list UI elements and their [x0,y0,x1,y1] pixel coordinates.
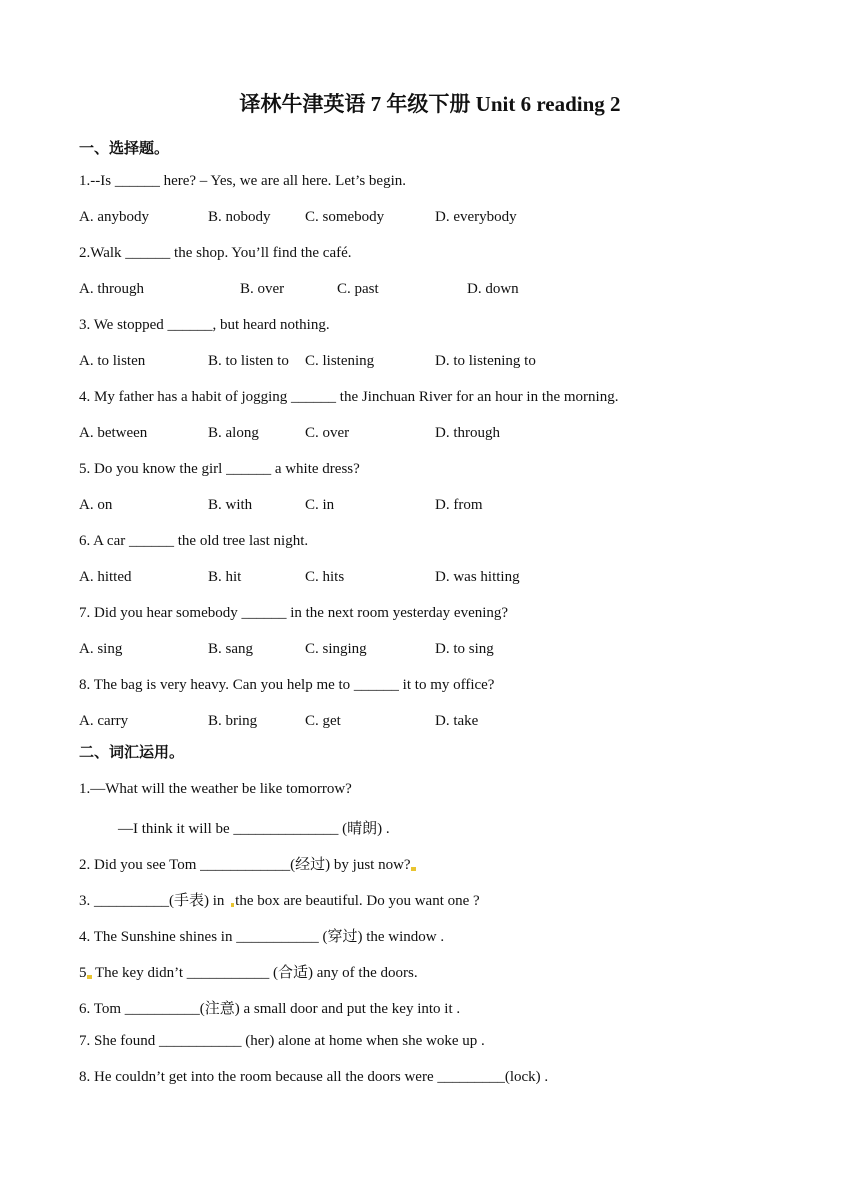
section-heading-multiple-choice: 一、选择题。 [79,141,170,157]
question-stem: 3. We stopped ______, but heard nothing. [79,317,330,333]
vocab-item: 8. He couldn’t get into the room because all the doors were _________(lock) . [79,1069,549,1085]
option-a: A. carry [79,713,129,729]
question-stem: 8. The bag is very heavy. Can you help me to ______ it to my office? [79,677,495,693]
vocab-item-text: The key didn’t ___________ (合适) any of the doors. [91,965,418,981]
option-a: A. between [79,425,148,441]
vocab-item: 1.—What will the weather be like tomorrow? [79,781,352,797]
question-options [79,713,779,733]
section-heading-vocabulary: 二、词汇运用。 [79,745,185,761]
option-b: B. bring [208,713,258,729]
option-d: D. from [435,497,483,513]
question-options [79,497,779,517]
highlight-marker [231,903,234,907]
question-options [79,641,779,661]
option-b: B. to listen to [208,353,289,369]
option-b: B. nobody [208,209,271,225]
option-a: A. through [79,281,144,297]
option-d: D. down [467,281,519,297]
option-c: C. in [305,497,335,513]
option-d: D. everybody [435,209,517,225]
option-c: C. listening [305,353,375,369]
vocab-item-answer-line: —I think it will be ______________ (晴朗) . [118,821,390,837]
vocab-item-text: 2. Did you see Tom ____________(经过) by just now? [79,857,411,873]
option-c: C. somebody [305,209,385,225]
option-d: D. take [435,713,479,729]
vocab-item-text-continued: the box are beautiful. Do you want one ? [235,893,480,909]
option-c: C. past [337,281,379,297]
option-a: A. to listen [79,353,146,369]
option-d: D. to sing [435,641,494,657]
vocab-item: 6. Tom __________(注意) a small door and put the key into it . [79,1001,461,1017]
option-d: D. was hitting [435,569,520,585]
page-title: 译林牛津英语 7 年级下册 Unit 6 reading 2 [239,92,621,116]
vocab-item: 7. She found ___________ (her) alone at home when she woke up . [79,1033,485,1049]
highlight-marker [411,867,416,871]
question-options [79,353,779,373]
option-a: A. sing [79,641,123,657]
option-b: B. with [208,497,253,513]
option-b: B. sang [208,641,253,657]
option-c: C. singing [305,641,367,657]
option-c: C. hits [305,569,345,585]
question-options [79,425,779,445]
option-d: D. to listening to [435,353,536,369]
option-a: A. hitted [79,569,132,585]
option-b: B. hit [208,569,242,585]
question-stem: 5. Do you know the girl ______ a white dress? [79,461,360,477]
question-options [79,281,779,301]
question-stem: 1.--Is ______ here? – Yes, we are all here. Let’s begin. [79,173,406,189]
option-a: A. anybody [79,209,149,225]
question-options [79,209,779,229]
question-stem: 4. My father has a habit of jogging ______ the Jinchuan River for an hour in the morning. [79,389,619,405]
question-stem: 7. Did you hear somebody ______ in the next room yesterday evening? [79,605,509,621]
question-options [79,569,779,589]
option-a: A. on [79,497,113,513]
option-d: D. through [435,425,500,441]
option-c: C. get [305,713,341,729]
question-stem: 2.Walk ______ the shop. You’ll find the café. [79,245,352,261]
vocab-item-number: 5 [79,965,87,981]
option-c: C. over [305,425,350,441]
vocab-item: 4. The Sunshine shines in ___________ (穿过) the window . [79,929,445,945]
vocab-item [79,889,480,910]
option-b: B. over [240,281,285,297]
question-stem: 6. A car ______ the old tree last night. [79,533,309,549]
vocab-item [79,853,416,874]
vocab-item [79,961,418,982]
option-b: B. along [208,425,259,441]
vocab-item-text: 3. __________(手表) in [79,893,225,909]
